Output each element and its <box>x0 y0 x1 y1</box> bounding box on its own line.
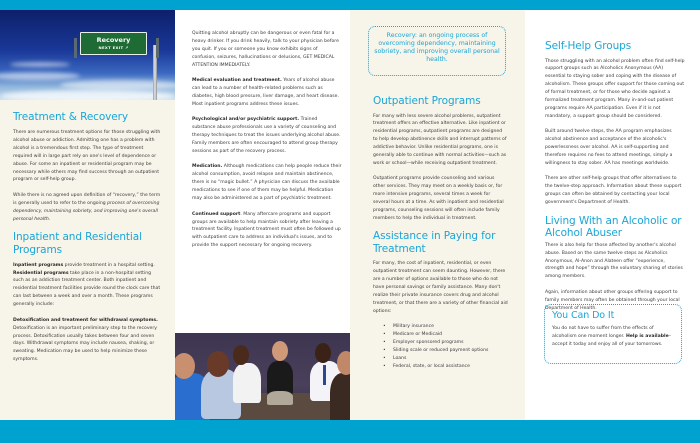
person <box>267 361 293 395</box>
paragraph: There are other self-help groups that offer alternatives to the twelve-step approach. Information about these support groups can often be obtained by contacting your local government's Department of Health. <box>545 176 682 206</box>
necktie <box>323 365 326 385</box>
cloud <box>0 90 175 100</box>
person-head <box>207 351 229 377</box>
paragraph: Built around twelve steps, the AA program emphasizes alcohol abstinence and acceptance of the alcoholic's powerlessness over alcohol. AA is self-supporting and therefore requires no fees to attend meetings, simply a willingness to stay sober. AA has meetings worldwide. <box>545 129 673 166</box>
paragraph: For many, the cost of inpatient, residential, or even outpatient treatment can seem daunting. However, there are a number of options available to those who do not have personal savings or family assistance. Many don't realize their private insurance covers drug and alcohol treatment, or that there are a variety of other financial aid options: <box>373 261 508 314</box>
text: provide treatment in a hospital setting. <box>63 262 155 268</box>
text: Years of alcohol abuse can lead to a number of health-related problems such as diabetes, high blood pressure, liver damage, and heart disease. Most inpatient programs address these issues. <box>192 78 339 107</box>
panel-treatment-details <box>175 10 350 420</box>
person <box>233 363 261 403</box>
text: Detoxification is an important preliminary step to the recovery process. Detoxification usually takes between four and seven days. Withdrawal symptoms may include nausea, shaking, or sweating. Medication may be used to help minimize these symptoms. <box>13 325 157 363</box>
paragraph <box>192 77 342 109</box>
list-item: • Military insurance <box>383 323 508 331</box>
group-therapy-photo <box>175 333 350 420</box>
text: While there is no agreed upon definition of “recovery,” the term is generally used to refer to the ongoing <box>13 192 161 206</box>
bold-text: Detoxification and treatment for withdrawal symptoms. <box>13 317 158 323</box>
paragraph: There are numerous treatment options for those struggling with alcohol abuse or addiction. Admitting one has a problem with alcohol is a tremendous first step. The type of treatment required will in large part rely on one's level of dependence or abuse. For some an inpatient or residential program may be necessary while others may find success through an outpatient program or self-help group. <box>13 130 161 183</box>
financial-options-list <box>373 323 508 371</box>
heading-living-with-alcoholic: Living With an Alcoholic or Alcohol Abuser <box>545 214 682 240</box>
paragraph: There is also help for those affected by another's alcohol abuse. Based on the same twelve steps as Alcoholics Anonymous, Al-Anon and Alateen offer “experience, strength and hope” through the voluntary sharing of stories among members. <box>545 242 683 280</box>
cloud <box>60 80 175 90</box>
panel3-body <box>373 95 508 371</box>
sign-subtitle <box>81 45 146 51</box>
paragraph <box>13 317 163 364</box>
bold-text: Psychological and/or psychiatric support. <box>192 117 300 123</box>
panel4-body <box>545 40 685 320</box>
you-can-do-it-box <box>544 304 682 364</box>
bold-text: Residential programs <box>13 270 69 276</box>
highway-sign-photo <box>0 10 175 100</box>
person <box>330 373 350 420</box>
recovery-exit-sign <box>80 32 147 55</box>
paragraph: Those struggling with an alcohol problem often find self-help support groups such as Alcoholics Anonymous (AA) essential to staying sober and coping with the disease of alcoholism. These groups offer support for those coming out of formal treatment, or for those who decide against a formalized treatment program. Many in-and-out patient programs require AA participation. Even if it is not mandatory, a support group should be considered. <box>545 58 685 119</box>
paragraph: Quitting alcohol abruptly can be dangerous or even fatal for a heavy drinker. If you drink heavily, talk to your physician before you quit. If you or someone you know exhibits signs of confusion, seizures, hallucinations or delusions, GET MEDICAL ATTENTION IMMEDIATELY. <box>192 31 339 68</box>
heading-assistance-paying: Assistance in Paying for Treatment <box>373 230 496 255</box>
heading-treatment-recovery: Treatment & Recovery <box>13 111 128 123</box>
cloud <box>0 72 80 80</box>
bold-text: Help is available <box>625 333 669 339</box>
paragraph <box>192 163 342 203</box>
sign-title: Recovery <box>96 36 131 44</box>
list-item: • Medicare or Medicaid <box>383 331 508 339</box>
text: You do not have to suffer from the effects of alcoholism one moment longer. <box>552 326 654 339</box>
person-skirt <box>267 391 293 405</box>
heading-outpatient-programs: Outpatient Programs <box>373 95 481 107</box>
top-accent-bar <box>0 0 700 10</box>
person-head <box>337 351 350 375</box>
heading-you-can-do-it: You Can Do It <box>552 310 615 321</box>
bold-text: Medical evaluation and treatment. <box>192 78 282 84</box>
paragraph <box>192 211 342 251</box>
paragraph <box>13 192 163 224</box>
list-item: • Loans <box>383 355 508 363</box>
paragraph <box>13 262 163 309</box>
list-item: • Sliding scale or reduced payment options <box>383 347 508 355</box>
panel1-body <box>13 111 163 372</box>
recovery-pull-quote: Recovery: an ongoing process of overcoming dependency, maintaining sobriety, and improving overall personal health. <box>368 26 506 76</box>
paragraph <box>192 116 342 156</box>
bold-text: Continued support <box>192 211 241 217</box>
paragraph: Again, information about other groups offering support to family members may often be obtained through your local Department of Health. <box>545 289 680 311</box>
person-head <box>233 345 249 365</box>
panel2-body <box>192 30 342 258</box>
bottom-accent-bar <box>0 420 700 443</box>
bold-text: Medication. <box>192 164 223 170</box>
sign-next-exit-text: NEXT EXIT <box>98 45 124 50</box>
arrow-up-right-icon: ↗ <box>124 45 129 50</box>
italic-text: process of overcoming dependency, maintaining sobriety, and improving one's overall personal health. <box>13 200 160 222</box>
bold-text: Inpatient programs <box>13 262 64 268</box>
cloud <box>10 62 70 67</box>
heading-inpatient-residential: Inpatient and Residential Programs <box>13 231 142 256</box>
paragraph <box>552 325 674 349</box>
text: Although medications can help people reduce their alcohol consumption, avoid relapse and maintain abstinence, there is no “magic bullet.” A physician can discuss the available medications to see if one of them may be helpful. Medication may also be administered as a part of psychiatric treatment. <box>192 164 342 202</box>
panel-treatment-recovery <box>0 10 175 420</box>
paragraph: Outpatient programs provide counseling and various other services. They may meet on a weekly basis or, for more intensive programs, several times a week for several hours at a time. As with inpatient and residential programs, counseling sessions will often include family members to help the individual in treatment. <box>373 176 504 221</box>
panel-self-help <box>525 10 700 420</box>
text: Trained substance abuse professionals use a variety of counseling and therapy techniques to treat the issues underlying alcohol abuse. Family members are often encouraged to attend group therapy sessions as part of the recovery process. <box>192 117 341 154</box>
person-head <box>315 343 331 363</box>
list-item: • Federal, state, or local assistance <box>383 363 508 371</box>
heading-self-help-groups: Self-Help Groups <box>545 40 632 52</box>
person-head <box>272 341 288 361</box>
paragraph: For many with less severe alcohol problems, outpatient treatment offers an effective alternative. Like inpatient or residential programs, outpatient programs are designed to help develop abstinence skills and interrupt patterns of addictive behavior. Unlike residential programs, one is generally able to continue with normal activities—such as work or school—while receiving outpatient treatment. <box>373 113 507 166</box>
text: . Many aftercare programs and support groups are available to help maintain sobriety after leaving a treatment facility. Inpatient treatment must often be followed up with outpatient care to address an individual's issues, and to provide the support necessary for ongoing recovery. <box>192 211 341 249</box>
text: take place in a non-hospital setting such as an addiction treatment center. Both inpatient and residential treatment facilities provide round the clock care that can last between a week and over a month. These programs generally include: <box>13 270 161 308</box>
text: – accept it today and enjoy all of your tomorrows. <box>552 333 671 347</box>
list-item: • Employer sponsored programs <box>383 339 508 347</box>
